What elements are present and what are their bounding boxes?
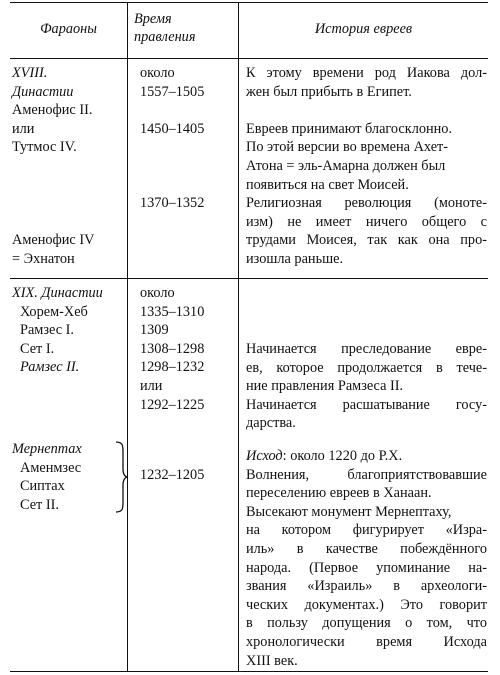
reign-line: 1309 <box>140 322 169 339</box>
pharaoh-line: Рамзес I. <box>20 322 74 339</box>
exodus-date: : около 1220 до Р.Х. <box>282 448 403 464</box>
history-line <box>246 101 487 120</box>
pharaoh-line: Аменофис IV <box>12 232 95 249</box>
row1-reign <box>140 64 236 213</box>
header-pharaohs: Фараоны <box>40 21 97 37</box>
history-line: Начинается преследование евре- <box>246 341 487 357</box>
pharaoh-line: Мернептах <box>12 441 82 457</box>
reign-line <box>140 157 236 176</box>
pharaoh-line: XVIII. <box>12 65 48 81</box>
pharaoh-line: Рамзес II. <box>20 359 80 376</box>
pharaoh-line <box>12 176 125 195</box>
header-reign: Время правления <box>134 11 196 45</box>
column-divider-1 <box>127 2 128 671</box>
history-line: Высекают монумент Мернептаху, <box>246 503 452 520</box>
row3-history <box>246 447 487 670</box>
history-line: По этой версии во времена Ахет- <box>246 139 449 156</box>
top-rule <box>10 2 488 3</box>
reign-line <box>140 101 236 120</box>
reign-line: 1450–1405 <box>140 120 205 137</box>
history-line: ние правления Рамзеса II. <box>246 378 404 395</box>
history-line: в пользу допущения о том, что <box>246 615 487 632</box>
reign-line: или <box>140 377 163 394</box>
header-history: История евреев <box>314 21 413 37</box>
row2-pharaohs <box>12 284 125 377</box>
history-line: Начинается расшатывание госу- <box>246 396 487 413</box>
history-line: изм) не имеет ничего общего с <box>246 213 487 230</box>
pharaoh-line: Аменофис II. <box>12 102 93 119</box>
reign-line: 1308–1298 <box>140 340 205 357</box>
reign-line: 1292–1225 <box>140 396 205 413</box>
history-line: переселению евреев в Ханаан. <box>246 485 432 502</box>
reign-line: 1298–1232 <box>140 359 205 376</box>
bottom-rule <box>10 671 488 672</box>
pharaoh-line: Тутмос IV. <box>12 139 77 156</box>
history-line: иль» в качестве побеждённого <box>246 540 487 557</box>
row1-pharaohs <box>12 64 125 269</box>
history-line: XIII век. <box>246 652 298 669</box>
row2-reign <box>140 284 236 414</box>
pharaoh-line: Аменмзес <box>20 459 82 476</box>
reign-line: 1335–1310 <box>140 303 205 320</box>
row2-history <box>246 340 487 433</box>
pharaoh-line: Хорем-Хеб <box>20 303 88 320</box>
header-rule <box>10 58 488 59</box>
pharaoh-line: или <box>12 120 35 137</box>
row1-history <box>246 64 487 269</box>
pharaoh-line: XIX. Династии <box>12 285 103 301</box>
history-line: дарства. <box>246 415 296 432</box>
reign-line: 1232–1205 <box>140 467 205 483</box>
reign-line <box>140 176 236 195</box>
history-line: хронологически время Исхода <box>246 633 487 650</box>
history-line <box>246 447 487 466</box>
history-line: жен был прибыть в Египет. <box>246 83 412 100</box>
reign-line: около <box>140 65 175 81</box>
history-line: звания «Израиль» в археологи- <box>246 578 487 595</box>
pharaoh-line <box>12 157 125 176</box>
history-line: ческих документах.) Это говорит <box>246 596 487 613</box>
row-divider <box>10 278 488 279</box>
pharaoh-line: Сиптах <box>20 478 65 495</box>
history-line: К этому времени род Иакова дол- <box>246 65 487 81</box>
row3-pharaohs <box>12 440 112 514</box>
history-line: народа. (Первое упоминание на- <box>246 559 487 576</box>
exodus-term: Исход <box>246 448 283 464</box>
pharaoh-line <box>12 194 125 213</box>
history-line: на котором фигурирует «Изра- <box>246 522 487 539</box>
reign-line: 1370–1352 <box>140 195 205 212</box>
history-line: трудами Моисея, так как она про- <box>246 232 487 249</box>
reign-line: около <box>140 285 175 301</box>
column-divider-2 <box>238 2 239 671</box>
pharaoh-line: Сет II. <box>20 496 59 513</box>
history-line: изошла раньше. <box>246 250 344 267</box>
history-line: Волнения, благоприятствовавшие <box>246 466 487 483</box>
pharaoh-line: = Эхнатон <box>12 250 75 267</box>
pharaoh-line: Сет I. <box>20 340 55 357</box>
reign-line <box>140 138 236 157</box>
history-line: Атона = эль-Амарна должен был <box>246 157 446 174</box>
pharaoh-line <box>12 213 125 232</box>
pharaoh-line: Династии <box>12 83 74 100</box>
history-line: появиться на свет Моисей. <box>246 176 409 193</box>
table <box>10 0 488 675</box>
history-line: Религиозная революция (моноте- <box>246 195 487 212</box>
reign-line: 1557–1505 <box>140 83 205 100</box>
history-line: Евреев принимают благосклонно. <box>246 120 453 137</box>
curly-brace-icon <box>114 440 130 514</box>
row3-reign <box>140 466 236 485</box>
history-line: ев, которое продолжается в тече- <box>246 359 487 376</box>
